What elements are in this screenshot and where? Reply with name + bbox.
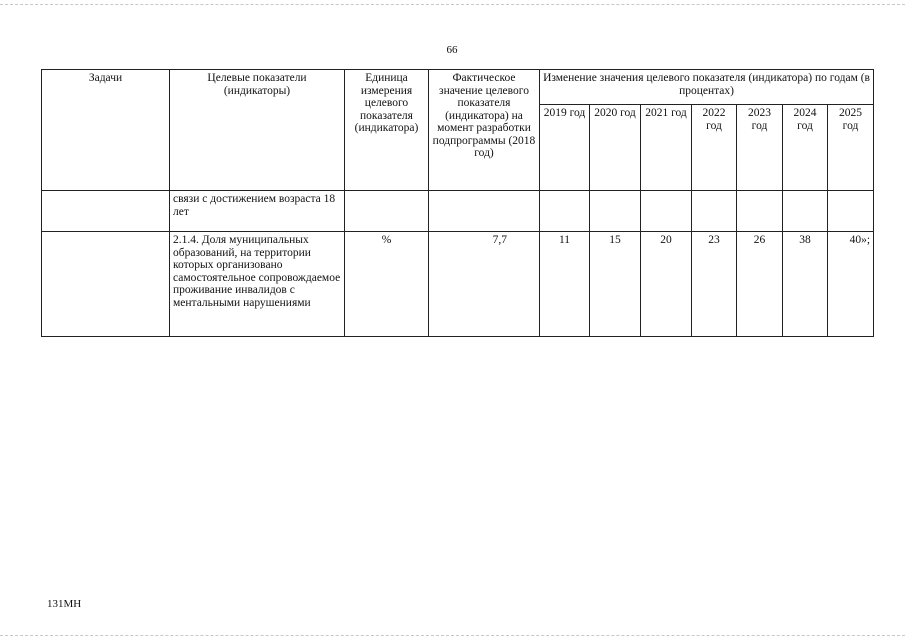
cell-year-value <box>641 191 692 232</box>
cell-indicator: связи с достижением возраста 18 лет <box>170 191 345 232</box>
cell-unit: % <box>345 232 429 337</box>
header-year: 2025 год <box>828 105 874 191</box>
cell-year-value <box>737 191 783 232</box>
header-year: 2022 год <box>692 105 737 191</box>
table-row <box>42 232 874 337</box>
header-indicators: Целевые показатели (индикаторы) <box>170 70 345 191</box>
cell-unit <box>345 191 429 232</box>
cell-actual: 7,7 <box>429 232 540 337</box>
header-year: 2023 год <box>737 105 783 191</box>
cell-year-value: 40»; <box>828 232 874 337</box>
header-tasks: Задачи <box>42 70 170 191</box>
cell-year-value: 38 <box>783 232 828 337</box>
scan-edge-bottom <box>0 635 905 636</box>
footer-code: 131МН <box>47 598 82 610</box>
cell-year-value: 26 <box>737 232 783 337</box>
cell-year-value <box>783 191 828 232</box>
cell-year-value: 15 <box>590 232 641 337</box>
cell-year-value: 23 <box>692 232 737 337</box>
header-year: 2021 год <box>641 105 692 191</box>
header-year: 2024 год <box>783 105 828 191</box>
header-change: Изменение значения целевого показателя (индикатора) по годам (в процентах) <box>540 70 874 105</box>
table-header-row <box>42 70 874 105</box>
scan-edge-top <box>0 4 905 5</box>
header-unit: Единица измерения целевого показателя (индикатора) <box>345 70 429 191</box>
cell-task <box>42 191 170 232</box>
cell-task <box>42 232 170 337</box>
cell-year-value <box>590 191 641 232</box>
table-row <box>42 191 874 232</box>
header-year: 2019 год <box>540 105 590 191</box>
page-number: 66 <box>446 44 458 56</box>
cell-year-value <box>828 191 874 232</box>
cell-year-value <box>540 191 590 232</box>
cell-indicator: 2.1.4. Доля муниципальных образований, на территории которых организовано самостоятельное сопровождаемое проживание инвалидов с ментальными нарушениями <box>170 232 345 337</box>
cell-actual <box>429 191 540 232</box>
header-actual: Фактическое значение целевого показателя (индикатора) на момент разработки подпрограммы (2018 год) <box>429 70 540 191</box>
cell-year-value <box>692 191 737 232</box>
header-year: 2020 год <box>590 105 641 191</box>
indicator-table <box>41 69 874 337</box>
cell-year-value: 20 <box>641 232 692 337</box>
cell-year-value: 11 <box>540 232 590 337</box>
